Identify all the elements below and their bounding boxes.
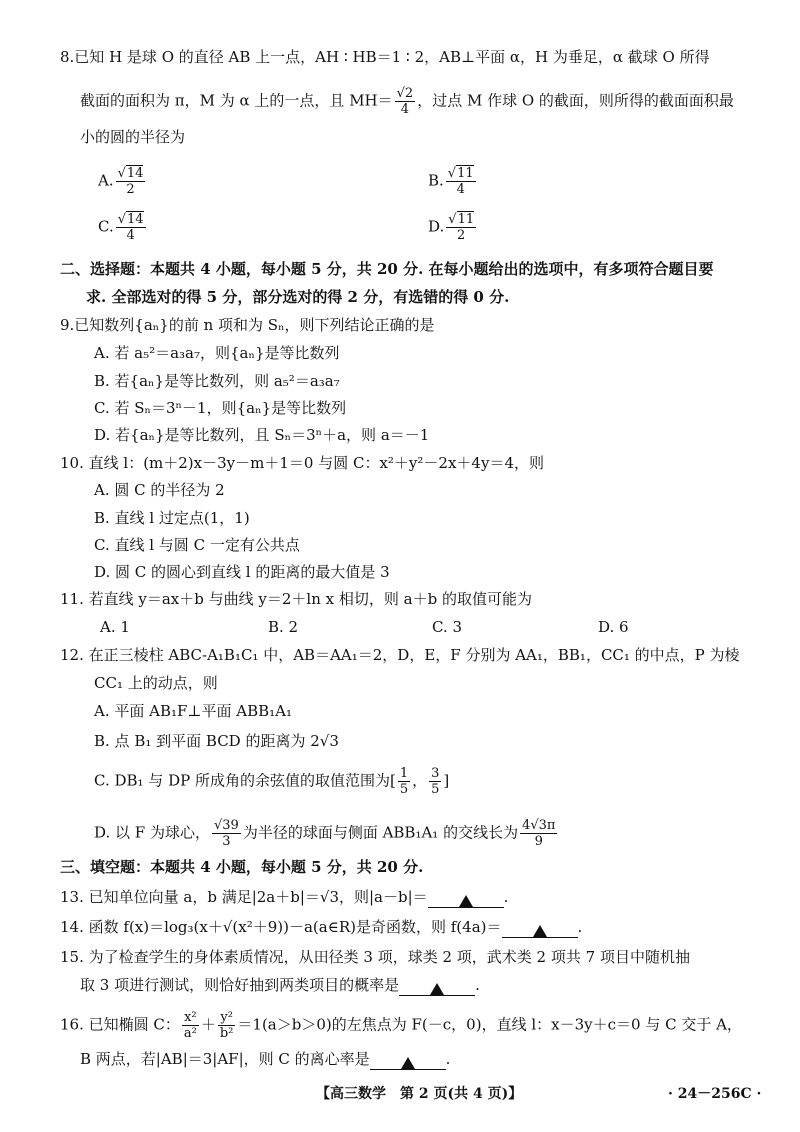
- q15-line-2: 取 3 项进行测试，则恰好抽到两类项目的概率是 .: [80, 976, 480, 994]
- triangle-icon: [533, 925, 547, 937]
- triangle-icon: [459, 895, 473, 907]
- q8-line-2-a: 截面的面积为 π，M 为 α 上的一点，且 MH＝: [80, 91, 393, 110]
- q14: 14. 函数 f(x)＝log₃(x＋√(x²＋9))－a(a∈R)是奇函数，则 f(4a)＝ .: [60, 918, 583, 936]
- q10-option-a: A. 圆 C 的半径为 2: [94, 481, 225, 499]
- q11-stem: 11. 若直线 y＝ax＋b 与曲线 y＝2＋ln x 相切，则 a＋b 的取值可能为: [60, 590, 532, 608]
- q8-line-2: [80, 86, 734, 117]
- q12-option-b: B. 点 B₁ 到平面 BCD 的距离为 2√3: [94, 732, 339, 750]
- q11-option-d: D. 6: [598, 618, 629, 636]
- q10-stem: 10. 直线 l：(m＋2)x－3y－m＋1＝0 与圆 C：x²＋y²－2x＋4y＝4，则: [60, 454, 544, 472]
- q15-answer-blank[interactable]: [399, 977, 475, 996]
- section-3-title: 三、填空题：本题共 4 小题，每小题 5 分，共 20 分.: [60, 858, 424, 876]
- q8-option-b: B. $\frac{√11}{4}$: [428, 166, 474, 197]
- q12-line-1: 12. 在正三棱柱 ABC-A₁B₁C₁ 中，AB＝AA₁＝2，D，E，F 分别为 AA₁，BB₁，CC₁ 的中点，P 为棱: [60, 646, 740, 664]
- q13: 13. 已知单位向量 a，b 满足|2a＋b|＝√3，则|a－b|＝ .: [60, 888, 509, 906]
- q9-stem: 9.已知数列{aₙ}的前 n 项和为 Sₙ，则下列结论正确的是: [60, 316, 435, 334]
- q10-option-c: C. 直线 l 与圆 C 一定有公共点: [94, 536, 300, 554]
- q16-line-1: 16. 已知椭圆 C： $\frac{\text{x²}}{\text{a²}}$ ＋ $\frac{\text{y²}}{\text{b²}}$ ＝1(a＞b＞0)的左焦点为 F(－c，0)，直线 l：x－3y＋c＝0 与 C 交于 A，: [60, 1010, 742, 1041]
- q8-line-3: 小的圆的半径为: [80, 128, 186, 146]
- q14-answer-blank[interactable]: [502, 919, 578, 938]
- q8-option-d: D. $\frac{√11}{2}$: [428, 212, 475, 243]
- triangle-icon: [401, 1057, 415, 1069]
- q9-option-a: A. 若 a₅²＝a₃a₇，则{aₙ}是等比数列: [94, 344, 340, 362]
- q16-answer-blank[interactable]: [370, 1051, 446, 1070]
- page-footer-label: 【高三数学 第 2 页(共 4 页)】: [316, 1086, 523, 1102]
- q11-option-b: B. 2: [268, 618, 299, 636]
- q8-option-c: C. $\frac{√14}{4}$: [98, 212, 144, 243]
- q9-option-b: B. 若{aₙ}是等比数列，则 a₅²＝a₃a₇: [94, 372, 340, 390]
- section-2-title: 二、选择题：本题共 4 小题，每小题 5 分，共 20 分. 在每小题给出的选项中，有多项符合题目要: [60, 260, 714, 278]
- q12-option-a: A. 平面 AB₁F⊥平面 ABB₁A₁: [94, 702, 293, 720]
- q15-line-1: 15. 为了检查学生的身体素质情况，从田径类 3 项，球类 2 项，武术类 2 项共 7 项目中随机抽: [60, 948, 690, 966]
- q10-option-b: B. 直线 l 过定点(1，1): [94, 509, 250, 527]
- q10-option-d: D. 圆 C 的圆心到直线 l 的距离的最大值是 3: [94, 563, 390, 581]
- q13-answer-blank[interactable]: [428, 889, 504, 908]
- section-2-instructions: 求. 全部选对的得 5 分，部分选对的得 2 分，有选错的得 0 分.: [86, 288, 510, 306]
- q8-line-2-b: ，过点 M 作球 O 的截面，则所得的截面面积最: [417, 91, 734, 110]
- q12-option-c: C. DB₁ 与 DP 所成角的余弦值的取值范围为[ $\frac{1}{5}$ ， $\frac{3}{5}$ ]: [94, 766, 450, 797]
- q16-line-2: B 两点，若|AB|＝3|AF|，则 C 的离心率是 .: [80, 1050, 451, 1068]
- q8-line-1: 8.已知 H 是球 O 的直径 AB 上一点，AH ∶ HB＝1 ∶ 2，AB⊥平面 α，H 为垂足，α 截球 O 所得: [60, 48, 710, 66]
- exam-code: · 24－256C ·: [668, 1086, 762, 1102]
- q8-option-a: A. $\frac{√14}{2}$: [98, 166, 144, 197]
- q12-option-d: D. 以 F 为球心， $\frac{√39}{3}$ 为半径的球面与侧面 ABB₁A₁ 的交线长为 $\frac{4√3\pi}{9}$: [94, 818, 556, 849]
- q11-option-a: A. 1: [100, 618, 130, 636]
- q8-mh-fraction: $\frac{√2}{4}$: [396, 86, 414, 117]
- triangle-icon: [430, 983, 444, 995]
- q11-option-c: C. 3: [432, 618, 463, 636]
- q9-option-c: C. 若 Sₙ＝3ⁿ－1，则{aₙ}是等比数列: [94, 399, 347, 417]
- q9-option-d: D. 若{aₙ}是等比数列，且 Sₙ＝3ⁿ＋a，则 a＝－1: [94, 426, 430, 444]
- q12-line-2: CC₁ 上的动点，则: [94, 674, 218, 692]
